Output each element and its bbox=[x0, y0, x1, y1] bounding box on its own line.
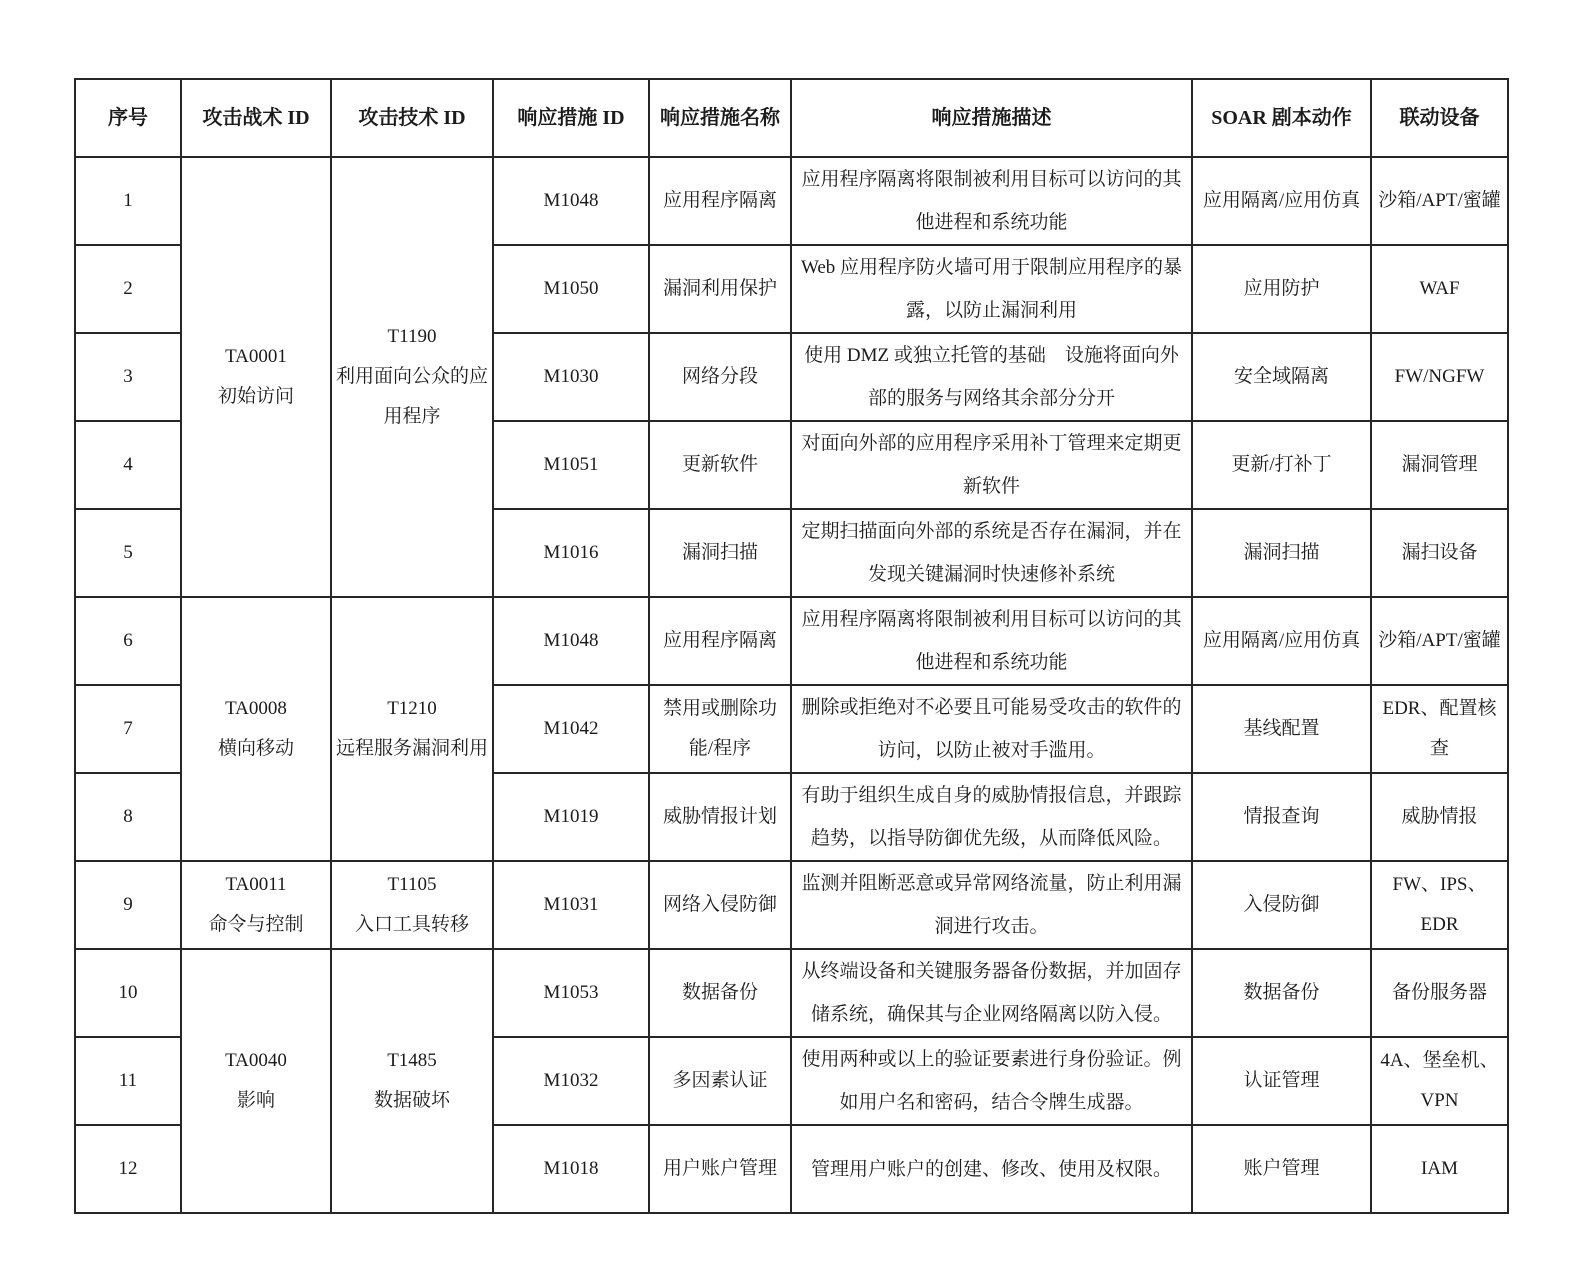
mitigation-name-cell: 漏洞扫描 bbox=[649, 509, 791, 597]
tactic-name: 初始访问 bbox=[217, 386, 294, 407]
technique-id: T1190 bbox=[387, 326, 437, 347]
technique-id: T1485 bbox=[387, 1050, 437, 1071]
device-cell: FW/NGFW bbox=[1371, 333, 1508, 421]
tactic-cell bbox=[181, 157, 331, 597]
description-cell: Web 应用程序防火墙可用于限制应用程序的暴露，以防止漏洞利用 bbox=[791, 245, 1192, 333]
col-header-soar-action: SOAR 剧本动作 bbox=[1192, 79, 1371, 157]
seq-cell: 10 bbox=[75, 949, 181, 1037]
technique-name: 远程服务漏洞利用 bbox=[335, 738, 488, 759]
mitigation-id-cell: M1030 bbox=[493, 333, 649, 421]
seq-cell: 1 bbox=[75, 157, 181, 245]
tactic-cell bbox=[181, 861, 331, 949]
mitigation-name-cell: 网络入侵防御 bbox=[649, 861, 791, 949]
tactic-id: TA0001 bbox=[225, 346, 287, 367]
mitigation-id-cell: M1048 bbox=[493, 597, 649, 685]
attack-response-mapping-table bbox=[74, 78, 1509, 1214]
technique-name: 数据破坏 bbox=[373, 1090, 450, 1111]
device-cell: 威胁情报 bbox=[1371, 773, 1508, 861]
mitigation-id-cell: M1018 bbox=[493, 1125, 649, 1213]
mitigation-id-cell: M1053 bbox=[493, 949, 649, 1037]
mitigation-id-cell: M1019 bbox=[493, 773, 649, 861]
description-cell: 使用两种或以上的验证要素进行身份验证。例如用户名和密码，结合令牌生成器。 bbox=[791, 1037, 1192, 1125]
table-row bbox=[75, 597, 1508, 685]
seq-cell: 9 bbox=[75, 861, 181, 949]
soar-action-cell: 应用防护 bbox=[1192, 245, 1371, 333]
mitigation-name-cell: 更新软件 bbox=[649, 421, 791, 509]
tactic-cell bbox=[181, 597, 331, 861]
tactic-id: TA0040 bbox=[225, 1050, 287, 1071]
mitigation-id-cell: M1016 bbox=[493, 509, 649, 597]
technique-id: T1105 bbox=[387, 874, 437, 895]
description-cell: 管理用户账户的创建、修改、使用及权限。 bbox=[791, 1125, 1192, 1213]
tactic-cell bbox=[181, 949, 331, 1213]
seq-cell: 3 bbox=[75, 333, 181, 421]
mitigation-name-cell: 网络分段 bbox=[649, 333, 791, 421]
device-cell: WAF bbox=[1371, 245, 1508, 333]
table-row bbox=[75, 949, 1508, 1037]
device-cell: 4A、堡垒机、VPN bbox=[1371, 1037, 1508, 1125]
soar-action-cell: 入侵防御 bbox=[1192, 861, 1371, 949]
mitigation-name-cell: 应用程序隔离 bbox=[649, 597, 791, 685]
mitigation-id-cell: M1031 bbox=[493, 861, 649, 949]
device-cell: 备份服务器 bbox=[1371, 949, 1508, 1037]
mitigation-name-cell: 应用程序隔离 bbox=[649, 157, 791, 245]
col-header-seq: 序号 bbox=[75, 79, 181, 157]
seq-cell: 6 bbox=[75, 597, 181, 685]
seq-cell: 8 bbox=[75, 773, 181, 861]
device-cell: IAM bbox=[1371, 1125, 1508, 1213]
mitigation-name-cell: 威胁情报计划 bbox=[649, 773, 791, 861]
soar-action-cell: 安全域隔离 bbox=[1192, 333, 1371, 421]
col-header-mitigation-id: 响应措施 ID bbox=[493, 79, 649, 157]
soar-action-cell: 基线配置 bbox=[1192, 685, 1371, 773]
description-cell: 使用 DMZ 或独立托管的基础 设施将面向外部的服务与网络其余部分分开 bbox=[791, 333, 1192, 421]
tactic-name: 横向移动 bbox=[217, 738, 294, 759]
tactic-name: 影响 bbox=[236, 1090, 275, 1111]
col-header-mitigation-name: 响应措施名称 bbox=[649, 79, 791, 157]
tactic-id: TA0011 bbox=[225, 874, 287, 895]
soar-action-cell: 账户管理 bbox=[1192, 1125, 1371, 1213]
description-cell: 对面向外部的应用程序采用补丁管理来定期更新软件 bbox=[791, 421, 1192, 509]
tactic-id: TA0008 bbox=[225, 698, 287, 719]
seq-cell: 2 bbox=[75, 245, 181, 333]
technique-cell bbox=[331, 949, 493, 1213]
soar-action-cell: 情报查询 bbox=[1192, 773, 1371, 861]
technique-name: 入口工具转移 bbox=[354, 914, 469, 935]
seq-cell: 12 bbox=[75, 1125, 181, 1213]
description-cell: 应用程序隔离将限制被利用目标可以访问的其他进程和系统功能 bbox=[791, 597, 1192, 685]
device-cell: FW、IPS、EDR bbox=[1371, 861, 1508, 949]
seq-cell: 4 bbox=[75, 421, 181, 509]
technique-id: T1210 bbox=[387, 698, 437, 719]
description-cell: 定期扫描面向外部的系统是否存在漏洞，并在发现关键漏洞时快速修补系统 bbox=[791, 509, 1192, 597]
description-cell: 有助于组织生成自身的威胁情报信息，并跟踪趋势，以指导防御优先级，从而降低风险。 bbox=[791, 773, 1192, 861]
description-cell: 监测并阻断恶意或异常网络流量，防止利用漏洞进行攻击。 bbox=[791, 861, 1192, 949]
soar-action-cell: 认证管理 bbox=[1192, 1037, 1371, 1125]
seq-cell: 11 bbox=[75, 1037, 181, 1125]
col-header-device: 联动设备 bbox=[1371, 79, 1508, 157]
seq-cell: 5 bbox=[75, 509, 181, 597]
mitigation-name-cell: 多因素认证 bbox=[649, 1037, 791, 1125]
col-header-technique-id: 攻击技术 ID bbox=[331, 79, 493, 157]
device-cell: 漏扫设备 bbox=[1371, 509, 1508, 597]
device-cell: 沙箱/APT/蜜罐 bbox=[1371, 597, 1508, 685]
mitigation-id-cell: M1048 bbox=[493, 157, 649, 245]
table-row bbox=[75, 157, 1508, 245]
mitigation-id-cell: M1050 bbox=[493, 245, 649, 333]
mitigation-name-cell: 数据备份 bbox=[649, 949, 791, 1037]
header-row bbox=[75, 79, 1508, 157]
technique-cell bbox=[331, 157, 493, 597]
col-header-mitigation-desc: 响应措施描述 bbox=[791, 79, 1192, 157]
tactic-name: 命令与控制 bbox=[208, 914, 304, 935]
soar-action-cell: 更新/打补丁 bbox=[1192, 421, 1371, 509]
mitigation-id-cell: M1032 bbox=[493, 1037, 649, 1125]
device-cell: 漏洞管理 bbox=[1371, 421, 1508, 509]
technique-cell bbox=[331, 861, 493, 949]
device-cell: 沙箱/APT/蜜罐 bbox=[1371, 157, 1508, 245]
soar-action-cell: 漏洞扫描 bbox=[1192, 509, 1371, 597]
technique-cell bbox=[331, 597, 493, 861]
mitigation-id-cell: M1051 bbox=[493, 421, 649, 509]
mitigation-name-cell: 用户账户管理 bbox=[649, 1125, 791, 1213]
description-cell: 从终端设备和关键服务器备份数据，并加固存储系统，确保其与企业网络隔离以防入侵。 bbox=[791, 949, 1192, 1037]
device-cell: EDR、配置核查 bbox=[1371, 685, 1508, 773]
mitigation-name-cell: 漏洞利用保护 bbox=[649, 245, 791, 333]
soar-action-cell: 数据备份 bbox=[1192, 949, 1371, 1037]
table-row bbox=[75, 861, 1508, 949]
seq-cell: 7 bbox=[75, 685, 181, 773]
mitigation-name-cell: 禁用或删除功能/程序 bbox=[649, 685, 791, 773]
technique-name: 利用面向公众的应用程序 bbox=[335, 366, 488, 427]
description-cell: 应用程序隔离将限制被利用目标可以访问的其他进程和系统功能 bbox=[791, 157, 1192, 245]
soar-action-cell: 应用隔离/应用仿真 bbox=[1192, 597, 1371, 685]
soar-action-cell: 应用隔离/应用仿真 bbox=[1192, 157, 1371, 245]
description-cell: 删除或拒绝对不必要且可能易受攻击的软件的访问，以防止被对手滥用。 bbox=[791, 685, 1192, 773]
mitigation-id-cell: M1042 bbox=[493, 685, 649, 773]
col-header-tactic-id: 攻击战术 ID bbox=[181, 79, 331, 157]
